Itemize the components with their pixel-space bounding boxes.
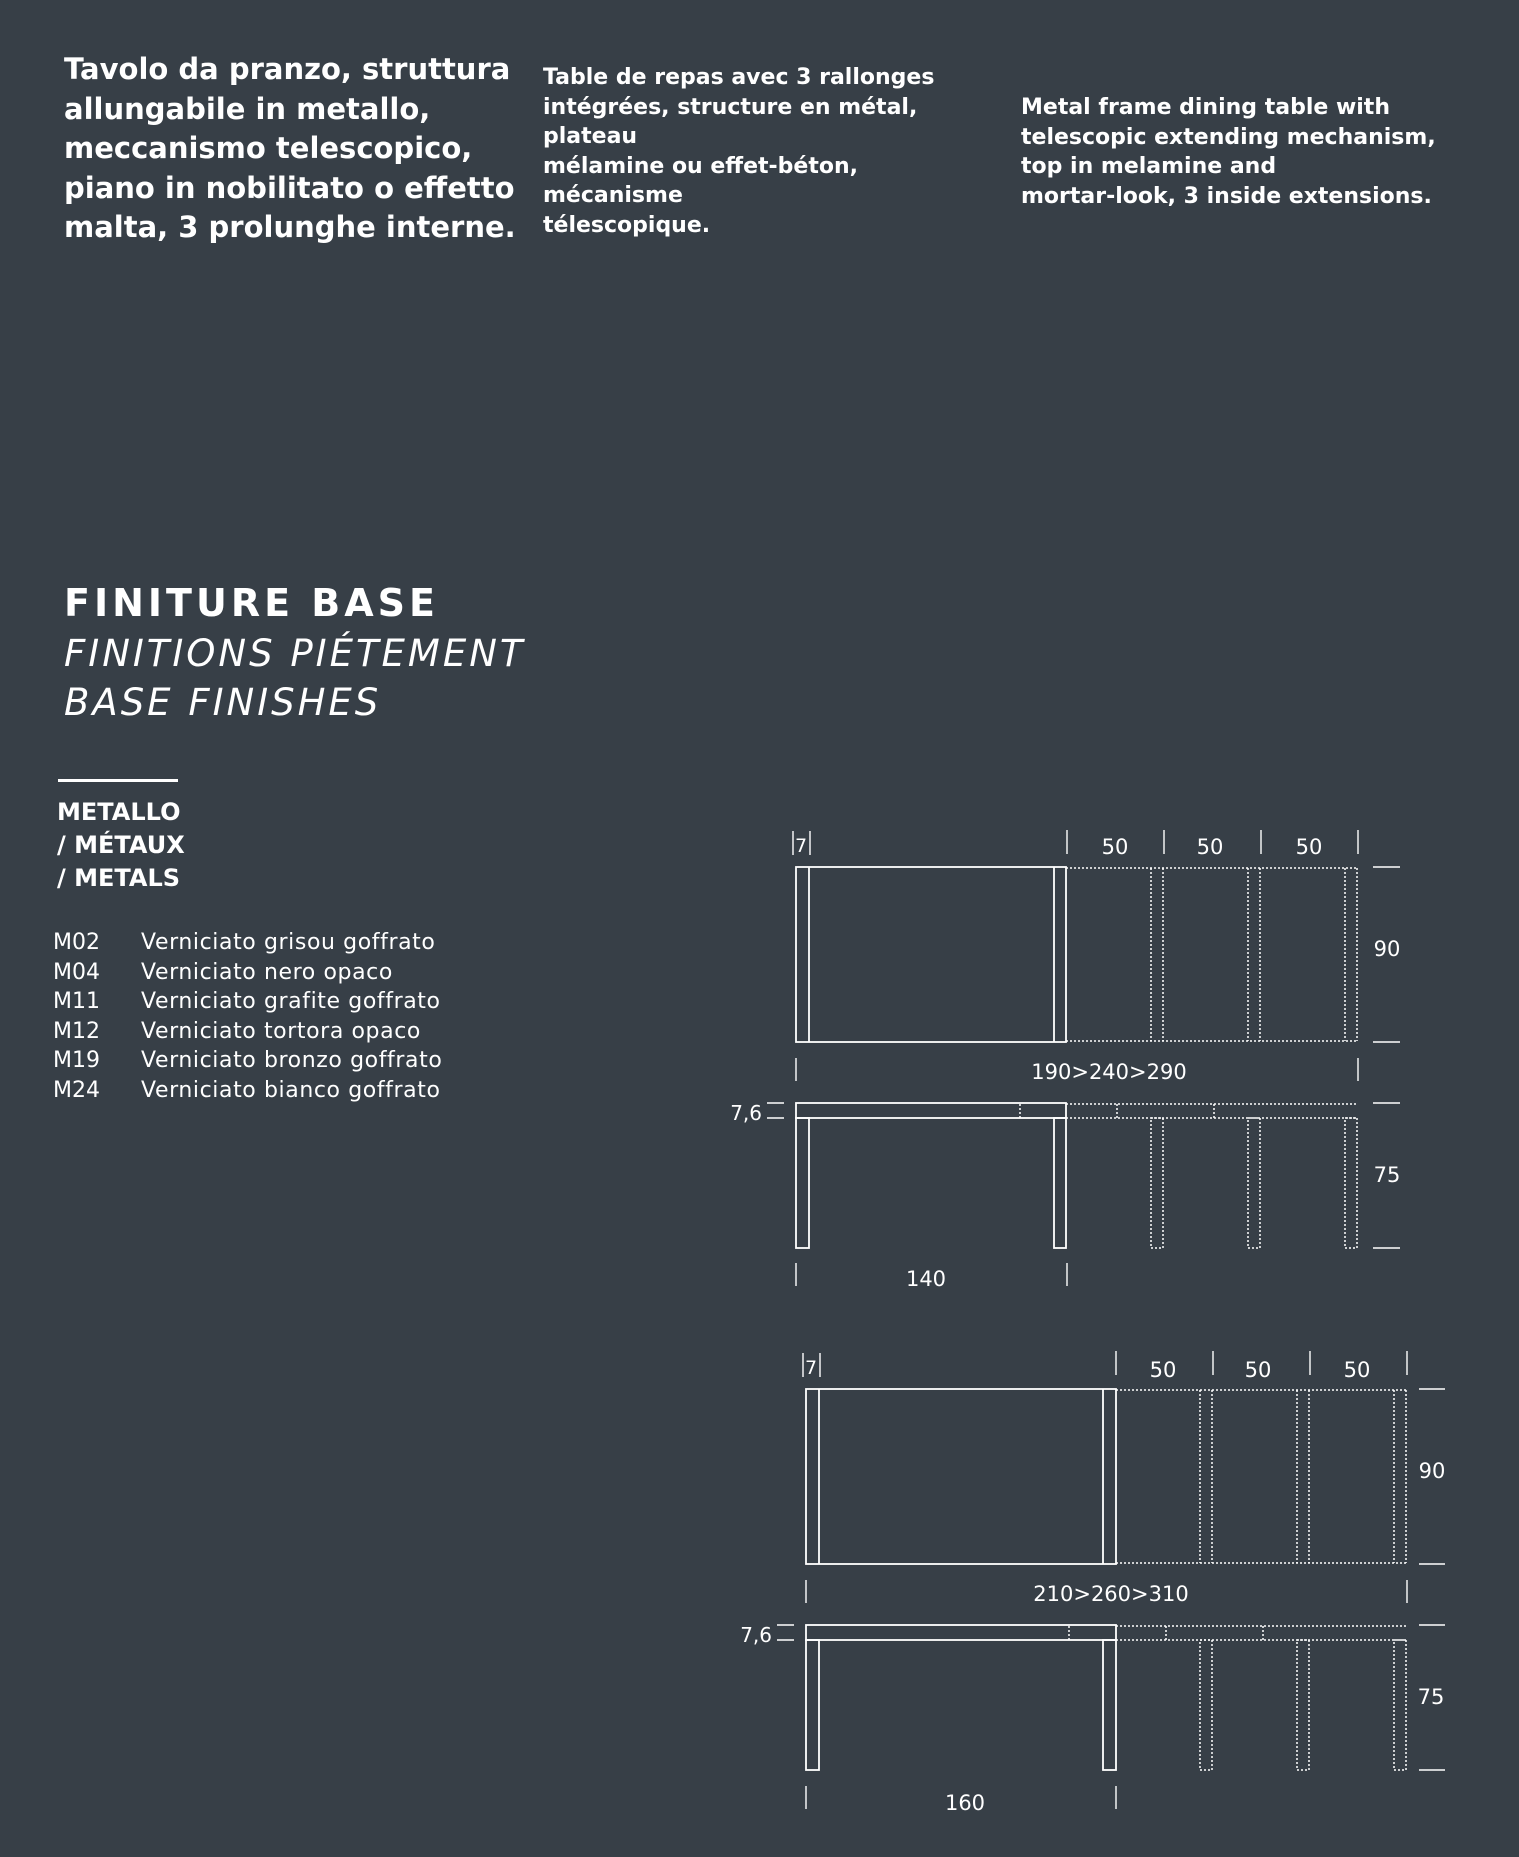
extension-label: 50	[1196, 835, 1224, 859]
finish-code: M19	[53, 1048, 100, 1074]
extension-label: 50	[1244, 1358, 1272, 1382]
closed-length-label: 160	[944, 1791, 986, 1815]
extension-label: 50	[1101, 835, 1129, 859]
extension-label: 50	[1343, 1358, 1371, 1382]
closed-length-label: 140	[905, 1267, 947, 1291]
table-leg	[1103, 1640, 1116, 1770]
top-thickness-label: 7,6	[740, 1623, 772, 1647]
table-leg	[806, 1640, 819, 1770]
drawing-160	[740, 1351, 1445, 1815]
finish-code: M24	[53, 1077, 100, 1103]
finish-name: Verniciato bianco goffrato	[141, 1077, 441, 1103]
table-leg	[796, 1118, 809, 1248]
finish-name: Verniciato grafite goffrato	[141, 989, 441, 1015]
table-top-plan	[806, 1389, 1116, 1564]
finish-code: M04	[53, 959, 100, 985]
finishes-title-fr: FINITIONS PIÉTEMENT	[64, 632, 526, 675]
depth-label: 90	[1418, 1459, 1446, 1483]
top-thickness-label: 7,6	[730, 1101, 762, 1125]
extension-leg	[1297, 1640, 1309, 1770]
leg-width-label: 7	[804, 1357, 818, 1379]
depth-label: 90	[1373, 937, 1401, 961]
finish-name: Verniciato nero opaco	[141, 959, 393, 985]
finish-code: M11	[53, 989, 100, 1015]
finishes-title-en: BASE FINISHES	[64, 681, 382, 724]
finishes-title-it: FINITURE BASE	[64, 581, 439, 625]
finish-name: Verniciato grisou goffrato	[141, 930, 436, 955]
intro-italian: Tavolo da pranzo, struttura allungabile in metallo, meccanismo telescopico, piano in nobilitato o effetto malta, 3 prolunghe interne.	[64, 52, 516, 244]
height-label: 75	[1417, 1685, 1445, 1709]
extension-leg	[1200, 1640, 1212, 1770]
table-top-plan	[796, 867, 1066, 1042]
finish-name: Verniciato bronzo goffrato	[141, 1048, 443, 1074]
extension-leg	[1151, 1118, 1163, 1248]
finish-code: M12	[53, 1018, 100, 1044]
height-label: 75	[1373, 1163, 1401, 1187]
intro-english: Metal frame dining table with telescopic extending mechanism, top in melamine and mortar-look, 3 inside extensions.	[1021, 95, 1436, 209]
drawing-140	[730, 830, 1400, 1291]
length-label: 210>260>310	[1033, 1582, 1189, 1606]
category-title: METALLO / MÉTAUX / METALS	[57, 798, 185, 892]
intro-french: Table de repas avec 3 rallonges intégrées, structure en métal, plateau mélamine ou effet-béton, mécanisme télescopique.	[543, 65, 935, 238]
length-label: 190>240>290	[1031, 1060, 1187, 1084]
finish-code: M02	[53, 930, 100, 955]
extension-leg	[1248, 1118, 1260, 1248]
extension-label: 50	[1149, 1358, 1177, 1382]
table-top-front	[796, 1103, 1066, 1118]
extension-leg	[1345, 1118, 1357, 1248]
leg-width-label: 7	[794, 835, 808, 857]
extension-label: 50	[1295, 835, 1323, 859]
finish-name: Verniciato tortora opaco	[141, 1018, 421, 1044]
extension-leg	[1394, 1640, 1406, 1770]
table-leg	[1054, 1118, 1066, 1248]
